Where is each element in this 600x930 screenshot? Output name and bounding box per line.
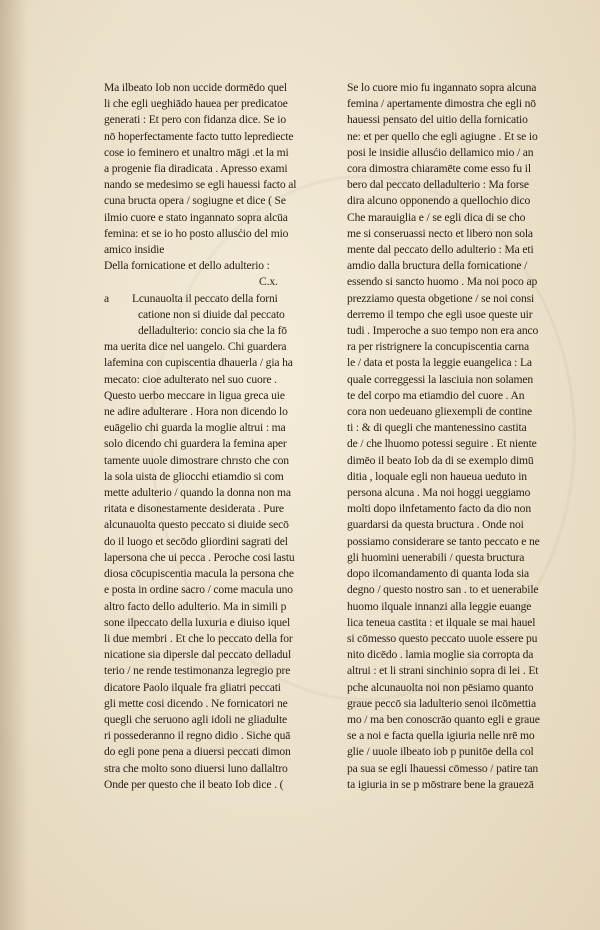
text-line: solo dicendo chi guardera la femina aper	[104, 437, 287, 451]
text-line: derremo il tempo che egli usoe queste uir	[347, 307, 533, 321]
binding-shadow	[0, 0, 28, 930]
text-line: la sola uista de gliocchi etiamdio si com	[104, 469, 284, 483]
text-line: mecato: cioe adulterato nel suo cuore .	[104, 372, 277, 386]
text-line: gli mette cosi dicendo . Ne fornicatori ne	[104, 696, 288, 710]
text-line: ne: et per quello che egli agiugne . Et se io	[347, 129, 538, 143]
text-line: huomo ilquale innanzi alla leggie euange	[347, 599, 532, 613]
text-line: Onde per questo che il beato Iob dice . (	[104, 777, 284, 791]
text-line: dicatore Paolo ilquale fra gliatri peccati	[104, 680, 281, 694]
left-paragraph-b	[104, 291, 332, 340]
text-line: amdio dalla bructura della fornicatione /	[347, 259, 528, 273]
text-line: altro facto dello adulterio. Ma in simili p	[104, 599, 287, 613]
text-line: guardarsi da questa bructura . Onde noi	[347, 518, 524, 532]
right-paragraph	[347, 80, 579, 793]
text-line: quegli che seruono agli idoli ne gliadulte	[104, 712, 288, 726]
text-line: sone ilpeccato della luxuria e diuiso iquel	[104, 615, 291, 629]
text-line: dira alcuno opponendo a quellochio dico	[347, 194, 531, 208]
text-line: molti dopo ilnfetamento facto da dio non	[347, 502, 531, 516]
text-line: euāgelio chi guarda la moglie altrui : ma	[104, 421, 286, 435]
text-line: do egli pone pena a diuersi peccati dimon	[104, 745, 291, 759]
text-line: li che egli ueghiādo hauea per predicatoe	[104, 97, 288, 111]
text-line: graue peccō sia ladulterio senoi ilcōmettia	[347, 696, 536, 710]
text-line: Questo uerbo meccare in ligua greca uie	[104, 388, 285, 402]
text-line: li due membri . Et che lo peccato della for	[104, 631, 293, 645]
text-line: bero dal peccato delladulterio : Ma forse	[347, 178, 529, 192]
text-line: cora dimostra chiaramēte come esso fu il	[347, 162, 531, 176]
text-line: glie / uuole ilbeato iob p punitōe della col	[347, 745, 534, 759]
text-line: possiamo considerare se tanto peccato e ne	[347, 534, 540, 548]
text-line: catione non si diuide dal peccato	[138, 307, 285, 321]
text-line: Ma ilbeato Iob non uccide dormēdo quel	[104, 81, 287, 94]
text-line: ti : & di quegli che mantenessino castita	[347, 421, 527, 435]
left-column	[104, 80, 332, 793]
text-line: mette adulterio / quando la donna non ma	[104, 486, 291, 500]
text-line: ilmio cuore e stato ingannato sopra alcūa	[104, 210, 288, 224]
left-paragraph-c	[104, 339, 332, 793]
text-line: altrui : et li strani sinchinio sopra di lei . Et	[347, 664, 539, 678]
text-line: dimēo il beato Iob da di se exemplo dimū	[347, 453, 534, 467]
text-line: cuna bructa opera / sogiugne et dice ( Se	[104, 194, 286, 208]
text-line: generati : Et pero con fidanza dice. Se io	[104, 113, 287, 127]
left-paragraph-a	[104, 80, 332, 274]
text-line: diosa cōcupiscentia macula la persona che	[104, 567, 294, 581]
text-line: cose io feminero et unaltro māgi .et la mi	[104, 145, 289, 159]
text-line: terio / ne rende testimonanza legregio pre	[104, 664, 291, 678]
text-line: pa sua se egli lhauessi cōmesso / patire tan	[347, 761, 539, 775]
text-line: femina / apertamente dimostra che egli nō	[347, 97, 536, 111]
text-line: ne adire adulterare . Hora non dicendo lo	[104, 405, 288, 419]
text-line: prezziamo questa obgetione / se noi consi	[347, 291, 535, 305]
text-line: persona alcuna . Ma noi hoggi ueggiamo	[347, 486, 531, 500]
text-line: Che marauiglia e / se egli dica di se cho	[347, 210, 526, 224]
text-line: posi le insidie allusćio dellamico mio / an	[347, 145, 534, 159]
text-line: lica teneua castita : et ilquale se mai hauel	[347, 615, 536, 629]
text-line: ra per ristrignere la concupiscentia carna	[347, 340, 529, 354]
text-line: essendo si sancto huomo . Ma noi poco ap	[347, 275, 538, 289]
text-line: tudi . Imperoche a suo tempo non era anco	[347, 324, 539, 338]
text-line: cora non uedeuano gliexempli de contine	[347, 405, 533, 419]
text-line: de / che lhuomo potessi seguire . Et niente	[347, 437, 537, 451]
text-line: Se lo cuore mio fu ingannato sopra alcuna	[347, 81, 537, 94]
text-line: le / data et posta la leggie euangelica : La	[347, 356, 532, 370]
text-line: me si conseruassi necto et libero non sola	[347, 226, 533, 240]
text-line: te del corpo ma etiamdio del cuore . An	[347, 388, 525, 402]
text-line: pche alcunauolta noi non pēsiamo quanto	[347, 680, 534, 694]
text-line: lafemina con cupiscentia dhauerla / gia ha	[104, 356, 293, 370]
text-line: nicatione sia dipersle dal peccato delladul	[104, 648, 292, 662]
text-line: ditia , loquale egli non haueua ueduto in	[347, 469, 527, 483]
text-line: gli huomini uenerabili / questa bructura	[347, 550, 525, 564]
text-line: Della fornicatione et dello adulterio :	[104, 259, 270, 273]
text-line: do il luogo et secōdo gliordini sagrati del	[104, 534, 288, 548]
text-line: lapersona che ui pecca . Peroche cosi lastu	[104, 550, 295, 564]
text-line: degno / questo nostro san . to et uenerabile	[347, 583, 539, 597]
initial-guide-letter: a	[104, 291, 109, 305]
text-line: tamente uuole dimostrare chrısto che con	[104, 453, 289, 467]
text-line: ta igiuria in se p mōstrare bene la grauezā	[347, 777, 534, 791]
text-line: nō hoperfectamente facto tutto leprediecte	[104, 129, 294, 143]
text-line: se a noi e facta quella igiuria nelle nrē mo	[347, 729, 535, 743]
text-line: stra che molto sono diuersi luno dallaltro	[104, 761, 288, 775]
text-line: a progenie fia diradicata . Apresso exami	[104, 162, 288, 176]
text-line: alcunauolta questo peccato si diuide secō	[104, 518, 289, 532]
text-line: hauessi pensato del uitio della fornicatio	[347, 113, 528, 127]
right-column	[347, 80, 579, 793]
text-line: ma uerita dice nel uangelo. Chi guardera	[104, 340, 287, 354]
text-line	[104, 291, 332, 307]
text-line: mente dal peccato dello adulterio : Ma eti	[347, 243, 534, 257]
text-line: delladulterio: concio sia che la fō	[138, 324, 287, 338]
text-line: nito dicēdo . lamia moglie sia corropta da	[347, 648, 534, 662]
text-line: amico insidie	[104, 243, 165, 257]
text-line: ritata e disonestamente desiderata . Pure	[104, 502, 284, 516]
text-line: nando se medesimo se egli hauessi facto al	[104, 178, 297, 192]
text-line: si cōmesso questo peccato uuole essere pu	[347, 631, 538, 645]
text-line: ri possederanno il regno didio . Siche quā	[104, 729, 291, 743]
text-line: dopo ilcomandamento di quanta loda sia	[347, 567, 530, 581]
text-line: mo / ma ben conoscrāo quanto egli e graue	[347, 712, 540, 726]
line-text: Lcunauolta il peccato della forni	[132, 291, 278, 305]
chapter-number: C.x.	[259, 275, 278, 289]
text-line: e posta in ordine sacro / come macula uno	[104, 583, 293, 597]
text-line: femina: et se io ho posto allusćio del mio	[104, 226, 289, 240]
text-line: quale correggessi la lasciuia non solamen	[347, 372, 534, 386]
